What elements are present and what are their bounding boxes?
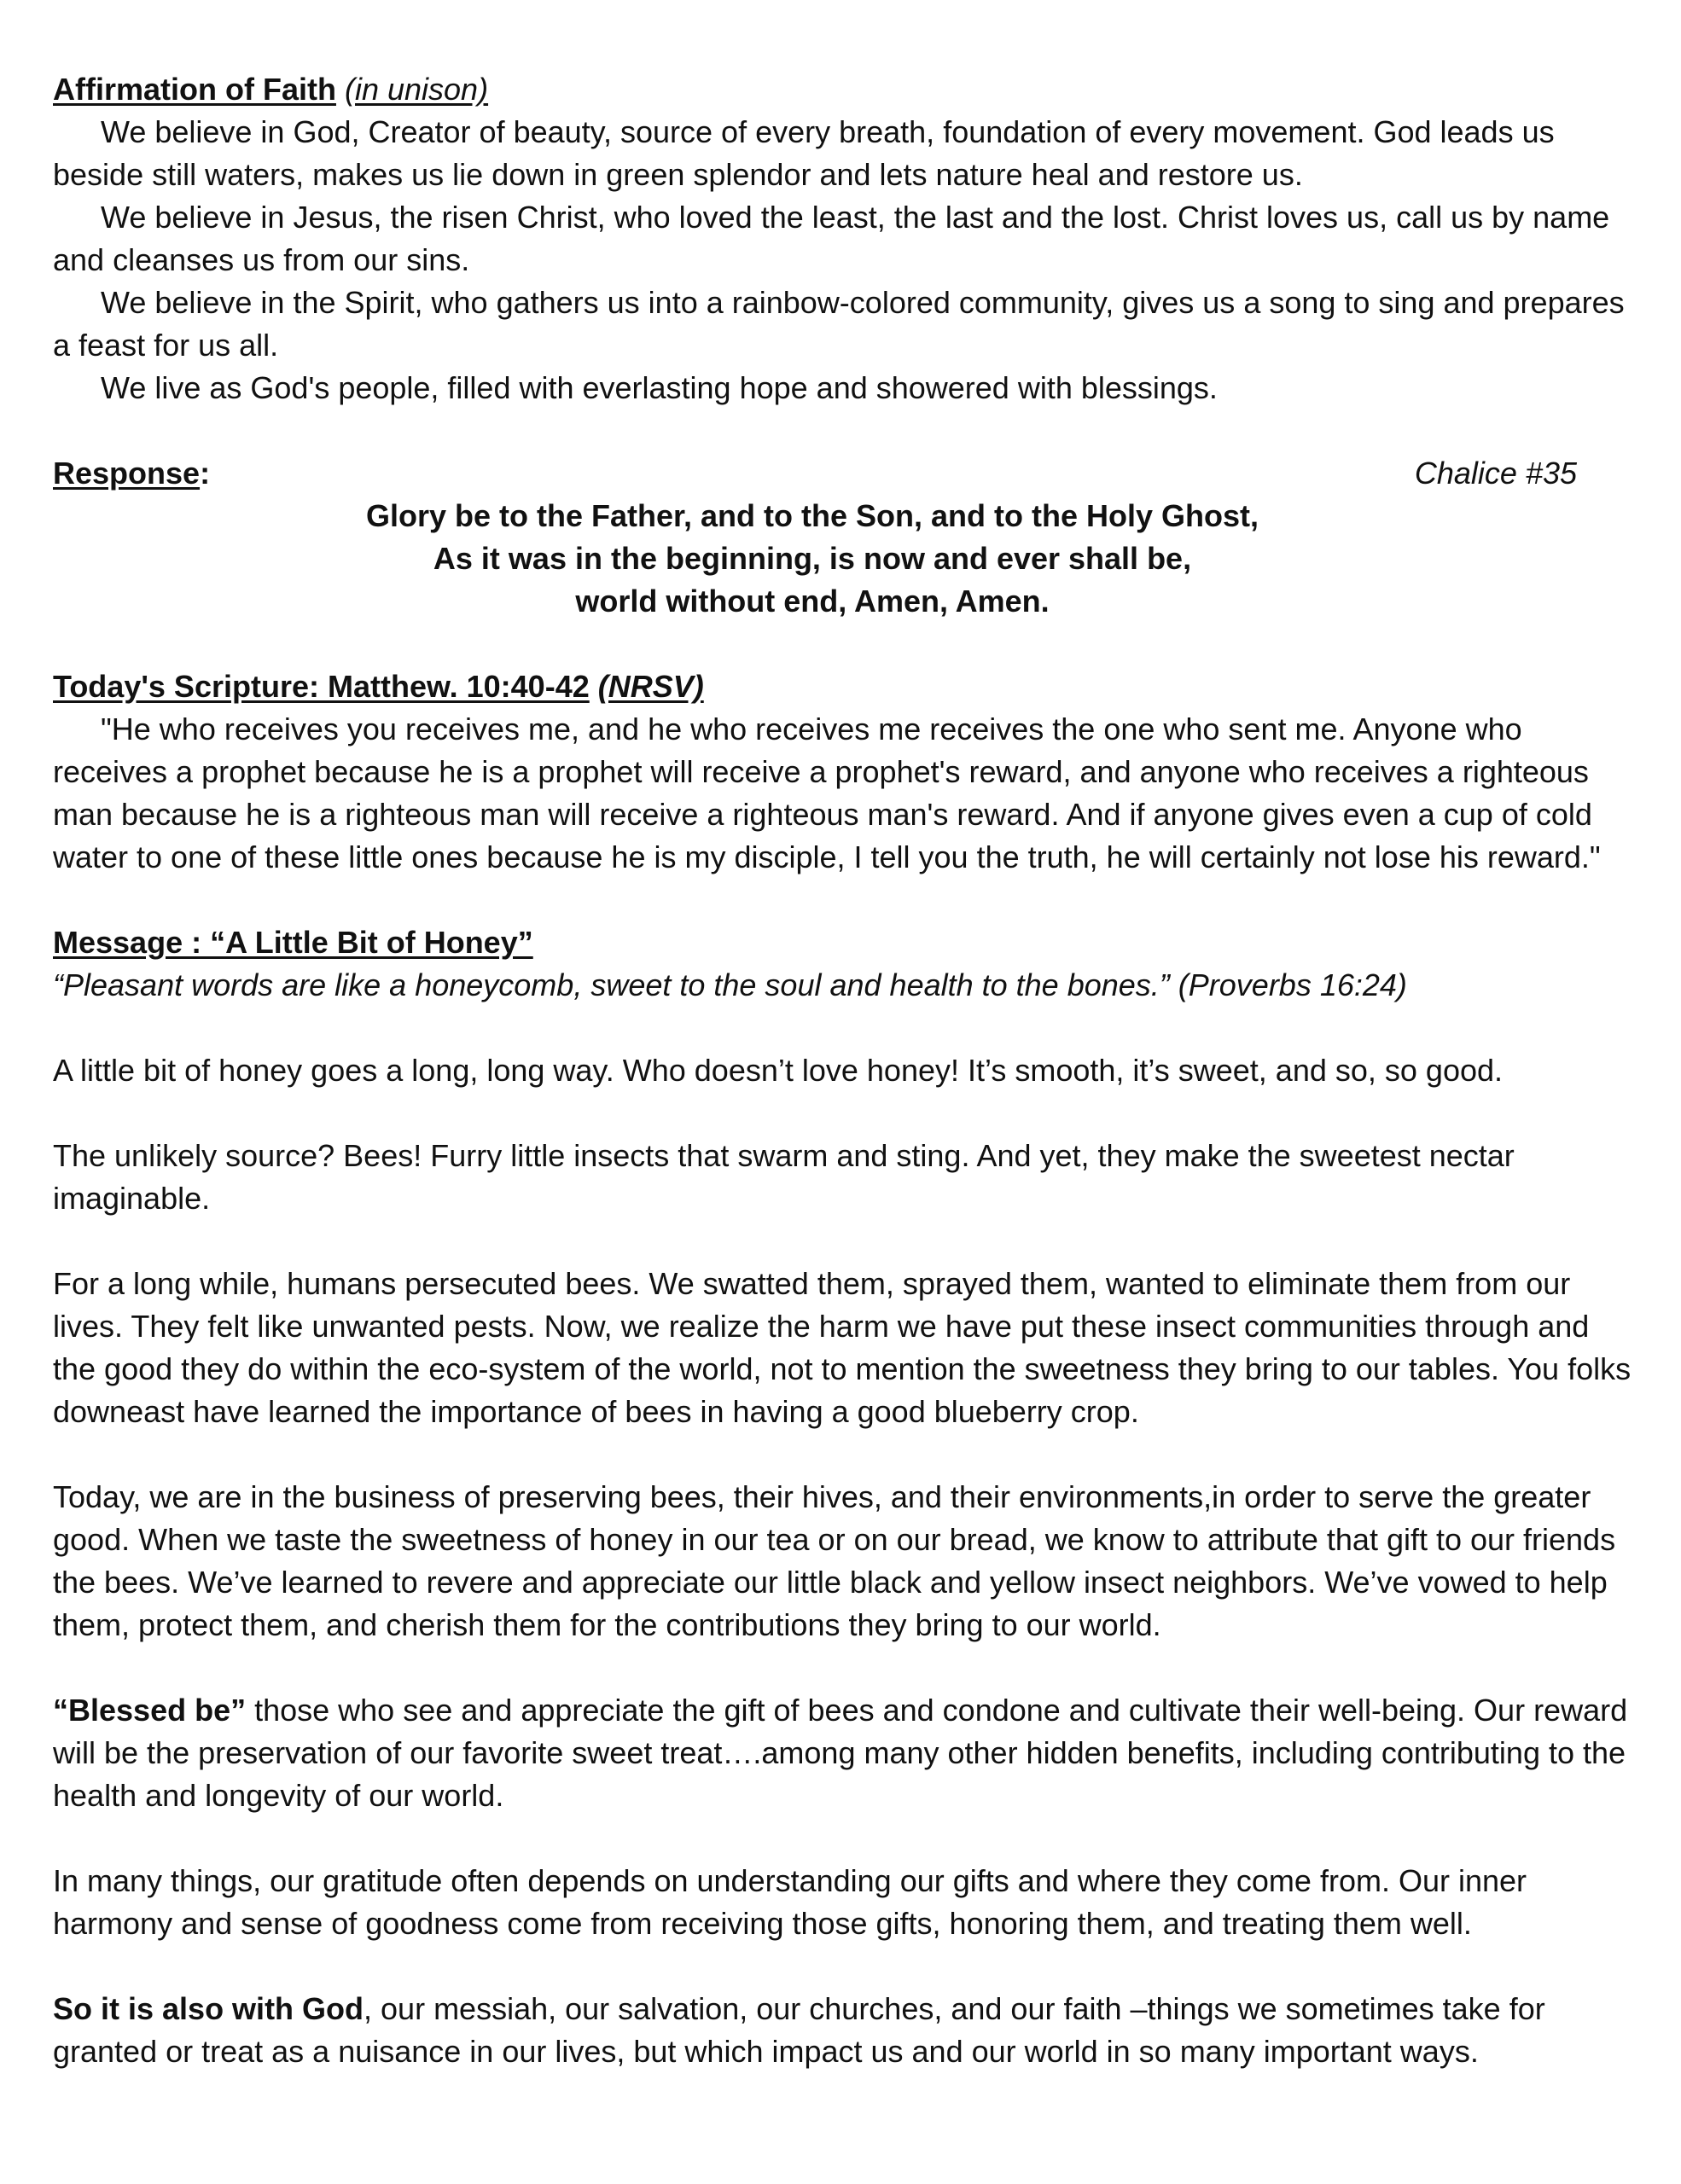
- response-line: Glory be to the Father, and to the Son, and to the Holy Ghost,: [365, 498, 1259, 533]
- affirmation-paragraph-god: We believe in God, Creator of beauty, source of every breath, foundation of every movement. God leads us beside still waters, makes us lie down in green splendor and lets nature heal and restore us.: [53, 114, 1555, 192]
- scripture-heading: [53, 665, 1632, 708]
- affirmation-heading: [53, 68, 1632, 111]
- affirmation-paragraph-jesus: We believe in Jesus, the risen Christ, who loved the least, the last and the lost. Christ loves us, call us by name and cleanses us from our sins.: [53, 200, 1610, 277]
- god-lead: So it is also with God: [53, 1991, 364, 2026]
- affirmation-paragraph-spirit: We believe in the Spirit, who gathers us into a rainbow-colored community, gives us a song to sing and prepares a feast for us all.: [53, 285, 1625, 363]
- response-heading-row: [53, 452, 1632, 495]
- scripture-text: "He who receives you receives me, and he who receives me receives the one who sent me. Anyone who receives a prophet because he is a prophet will receive a prophet's reward, and anyone who receives a righteous man because he is a righteous man will receive a righteous man's reward. And if anyone gives even a cup of cold water to one of these little ones because he is my disciple, I tell you the truth, he will certainly not lose his reward.": [53, 712, 1601, 874]
- response-line: As it was in the beginning, is now and ever shall be,: [433, 541, 1192, 576]
- message-paragraph-gratitude: In many things, our gratitude often depends on understanding our gifts and where they come from. Our inner harmony and sense of goodness come from receiving those gifts, honoring them, and treating them well.: [53, 1863, 1527, 1941]
- message-paragraph-bees: The unlikely source? Bees! Furry little insects that swarm and sting. And yet, they make the sweetest nectar imaginable.: [53, 1138, 1515, 1216]
- affirmation-section: [53, 68, 1632, 410]
- response-line: world without end, Amen, Amen.: [575, 584, 1050, 619]
- scripture-title: Today's Scripture: Matthew. 10:40-42: [53, 669, 590, 704]
- affirmation-paragraph-people: We live as God's people, filled with everlasting hope and showered with blessings.: [101, 370, 1218, 405]
- response-section: [53, 452, 1632, 623]
- message-title: Message : “A Little Bit of Honey”: [53, 925, 533, 960]
- message-paragraph-preserving: Today, we are in the business of preserving bees, their hives, and their environments,in order to serve the greater good. When we taste the sweetness of honey in our tea or on our bread, we know to attribute that gift to our friends the bees. We’ve learned to revere and appreciate our little black and yellow insect neighbors. We’ve vowed to help them, protect them, and cherish them for the contributions they bring to our world.: [53, 1479, 1616, 1642]
- bulletin-page: [53, 68, 1632, 2073]
- message-paragraph-blessed: [53, 1689, 1632, 1817]
- scripture-section: [53, 665, 1632, 879]
- response-label: [53, 456, 210, 491]
- scripture-version: (NRSV): [597, 669, 704, 704]
- message-paragraph-god: [53, 1988, 1632, 2073]
- affirmation-note: (in unison): [344, 72, 489, 107]
- blessed-be-lead: “Blessed be”: [53, 1693, 247, 1728]
- response-text: [19, 495, 1606, 623]
- blessed-be-text: those who see and appreciate the gift of bees and condone and cultivate their well-being. Our reward will be the preservation of our favorite sweet treat….among many other hidden benefits, including contributing to the health and longevity of our world.: [53, 1693, 1628, 1813]
- message-paragraph-persecution: For a long while, humans persecuted bees. We swatted them, sprayed them, wanted to eliminate them from our lives. They felt like unwanted pests. Now, we realize the harm we have put these insect communities through and the good they do within the eco-system of the world, not to mention the sweetness they bring to our tables. You folks downeast have learned the importance of bees in having a good blueberry crop.: [53, 1266, 1632, 1429]
- response-hymn-reference: Chalice #35: [1414, 456, 1577, 491]
- response-label-colon: :: [200, 456, 211, 491]
- affirmation-title: Affirmation of Faith: [53, 72, 336, 107]
- message-paragraph-honey: A little bit of honey goes a long, long way. Who doesn’t love honey! It’s smooth, it’s sweet, and so, so good.: [53, 1053, 1504, 1088]
- message-epigraph: “Pleasant words are like a honeycomb, sweet to the soul and health to the bones.” (Proverbs 16:24): [53, 967, 1407, 1002]
- response-label-text: Response: [53, 456, 201, 491]
- message-section: [53, 921, 1632, 2073]
- god-text: , our messiah, our salvation, our churches, and our faith –things we sometimes take for granted or treat as a nuisance in our lives, but which impact us and our world in so many important ways.: [53, 1991, 1545, 2069]
